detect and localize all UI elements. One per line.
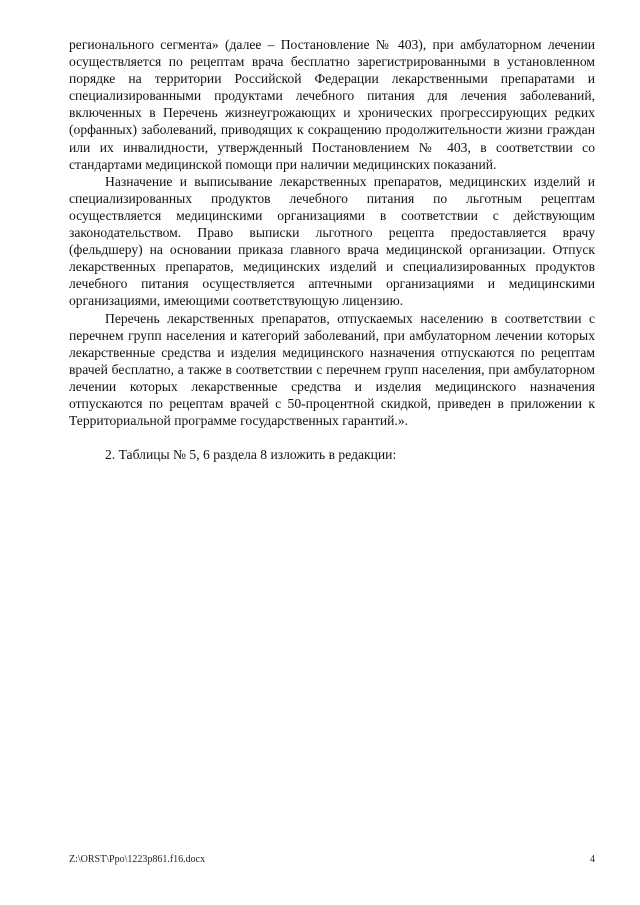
paragraph-continuation: регионального сегмента» (далее – Постановление № 403), при амбулаторном лечении осуществляется по рецептам врача бесплатно зарегистрированными в установленном порядке на территории Российской Федерации лекарственными препаратами и специализированными продуктами лечебного питания для лечения заболеваний, включенных в Перечень жизнеугрожающих и хронических прогрессирующих редких (орфанных) заболеваний, приводящих к сокращению продолжительности жизни граждан или их инвалидности, утвержденный Постановлением № 403, в соответствии со стандартами медицинской помощи при наличии медицинских показаний. [69, 37, 595, 172]
document-body [69, 36, 595, 463]
item-2-tables-instruction: 2. Таблицы № 5, 6 раздела 8 изложить в редакции: [105, 447, 397, 463]
footer-file-path: Z:\ORST\Ppo\1223p861.f16.docx [69, 854, 206, 865]
paragraph-prescription-rules: Назначение и выписывание лекарственных препаратов, медицинских изделий и специализированных продуктов лечебного питания по льготным рецептам осуществляется медицинскими организациями в соответствии с действующим законодательством. Право выписки льготного рецепта предоставляется врачу (фельдшеру) на основании приказа главного врача медицинской организации. Отпуск лекарственных препаратов, медицинских изделий и специализированных продуктов лечебного питания осуществляется аптечными организациями и медицинскими организациями, имеющими соответствующую лицензию. [69, 173, 595, 309]
page-number: 4 [590, 854, 595, 865]
paragraph-drug-list: Перечень лекарственных препаратов, отпускаемых населению в соответствии с перечнем групп населения и категорий заболеваний, при амбулаторном лечении которых лекарственные средства и изделия медицинского назначения отпускаются по рецептам врачей бесплатно, а также в соответствии с перечнем групп населения, при амбулаторном лечении которых лекарственные средства и изделия медицинского назначения отпускаются по рецептам врачей с 50-процентной скидкой, приведен в приложении к Территориальной программе государственных гарантий.». [69, 310, 595, 429]
